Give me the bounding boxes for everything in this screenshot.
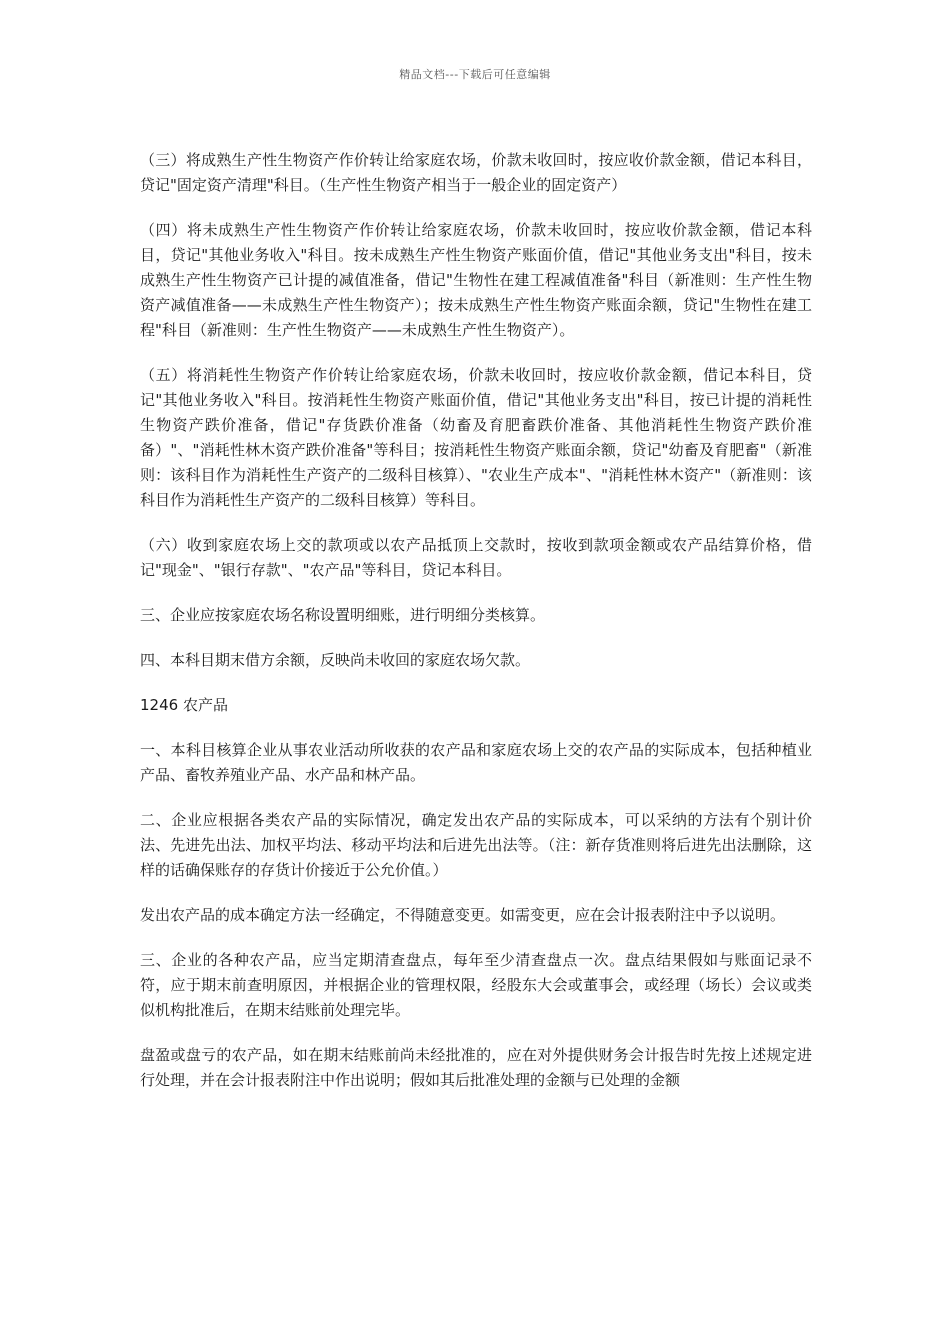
paragraph-surplus-deficit: 盘盈或盘亏的农产品，如在期末结账前尚未经批准的，应在对外提供财务会计报告时先按上述规定进行处理，并在会计报表附注中作出说明；假如其后批准处理的金额与已处理的金额 (140, 1046, 812, 1089)
document-body (140, 148, 812, 1113)
paragraph-account-3: 三、企业的各种农产品，应当定期清查盘点，每年至少清查盘点一次。盘点结果假如与账面记录不符，应于期末前查明原因，并根据企业的管理权限，经股东大会或董事会，或经理（场长）会议或类似机构批准后，在期末结账前处理完毕。 (140, 951, 812, 1019)
paragraph-item-5: （五）将消耗性生物资产作价转让给家庭农场，价款未收回时，按应收价款金额，借记本科目，贷记"其他业务收入"科目。按消耗性生物资产账面价值，借记"其他业务支出"科目，按已计提的消耗性生物资产跌价准备，借记"存货跌价准备（幼畜及育肥畜跌价准备、其他消耗性生物资产跌价准备）"、"消耗性林木资产跌价准备"等科目；按消耗性生物资产账面余额，贷记"幼畜及育肥畜"（新准则：该科目作为消耗性生产资产的二级科目核算）、"农业生产成本"、"消耗性林木资产"（新准则：该科目作为消耗性生产资产的二级科目核算）等科目。 (140, 366, 812, 509)
paragraph-section-4: 四、本科目期末借方余额，反映尚未收回的家庭农场欠款。 (140, 651, 531, 669)
account-heading: 1246 农产品 (140, 696, 228, 714)
page-header: 精品文档---下载后可任意编辑 (399, 68, 551, 81)
paragraph-item-3: （三）将成熟生产性生物资产作价转让给家庭农场，价款未收回时，按应收价款金额，借记本科目，贷记"固定资产清理"科目。（生产性生物资产相当于一般企业的固定资产） (140, 151, 812, 194)
paragraph-account-2: 二、企业应根据各类农产品的实际情况，确定发出农产品的实际成本，可以采纳的方法有个别计价法、先进先出法、加权平均法、移动平均法和后进先出法等。（注：新存货准则将后进先出法删除，这样的话确保账存的存货计价接近于公允价值。） (140, 811, 812, 879)
paragraph-item-4: （四）将未成熟生产性生物资产作价转让给家庭农场，价款未收回时，按应收价款金额，借记本科目，贷记"其他业务收入"科目。按未成熟生产性生物资产账面价值，借记"其他业务支出"科目，按未成熟生产性生物资产已计提的减值准备，借记"生物性在建工程减值准备"科目（新准则：生产性生物资产减值准备——未成熟生产性生物资产）；按未成熟生产性生物资产账面余额，贷记"生物性在建工程"科目（新准则：生产性生物资产——未成熟生产性生物资产）。 (140, 221, 812, 339)
paragraph-section-3: 三、企业应按家庭农场名称设置明细账，进行明细分类核算。 (140, 606, 546, 624)
paragraph-cost-method: 发出农产品的成本确定方法一经确定，不得随意变更。如需变更，应在会计报表附注中予以说明。 (140, 906, 786, 924)
paragraph-account-1: 一、本科目核算企业从事农业活动所收获的农产品和家庭农场上交的农产品的实际成本，包括种植业产品、畜牧养殖业产品、水产品和林产品。 (140, 741, 812, 784)
paragraph-item-6: （六）收到家庭农场上交的款项或以农产品抵顶上交款时，按收到款项金额或农产品结算价格，借记"现金"、"银行存款"、"农产品"等科目，贷记本科目。 (140, 536, 812, 579)
